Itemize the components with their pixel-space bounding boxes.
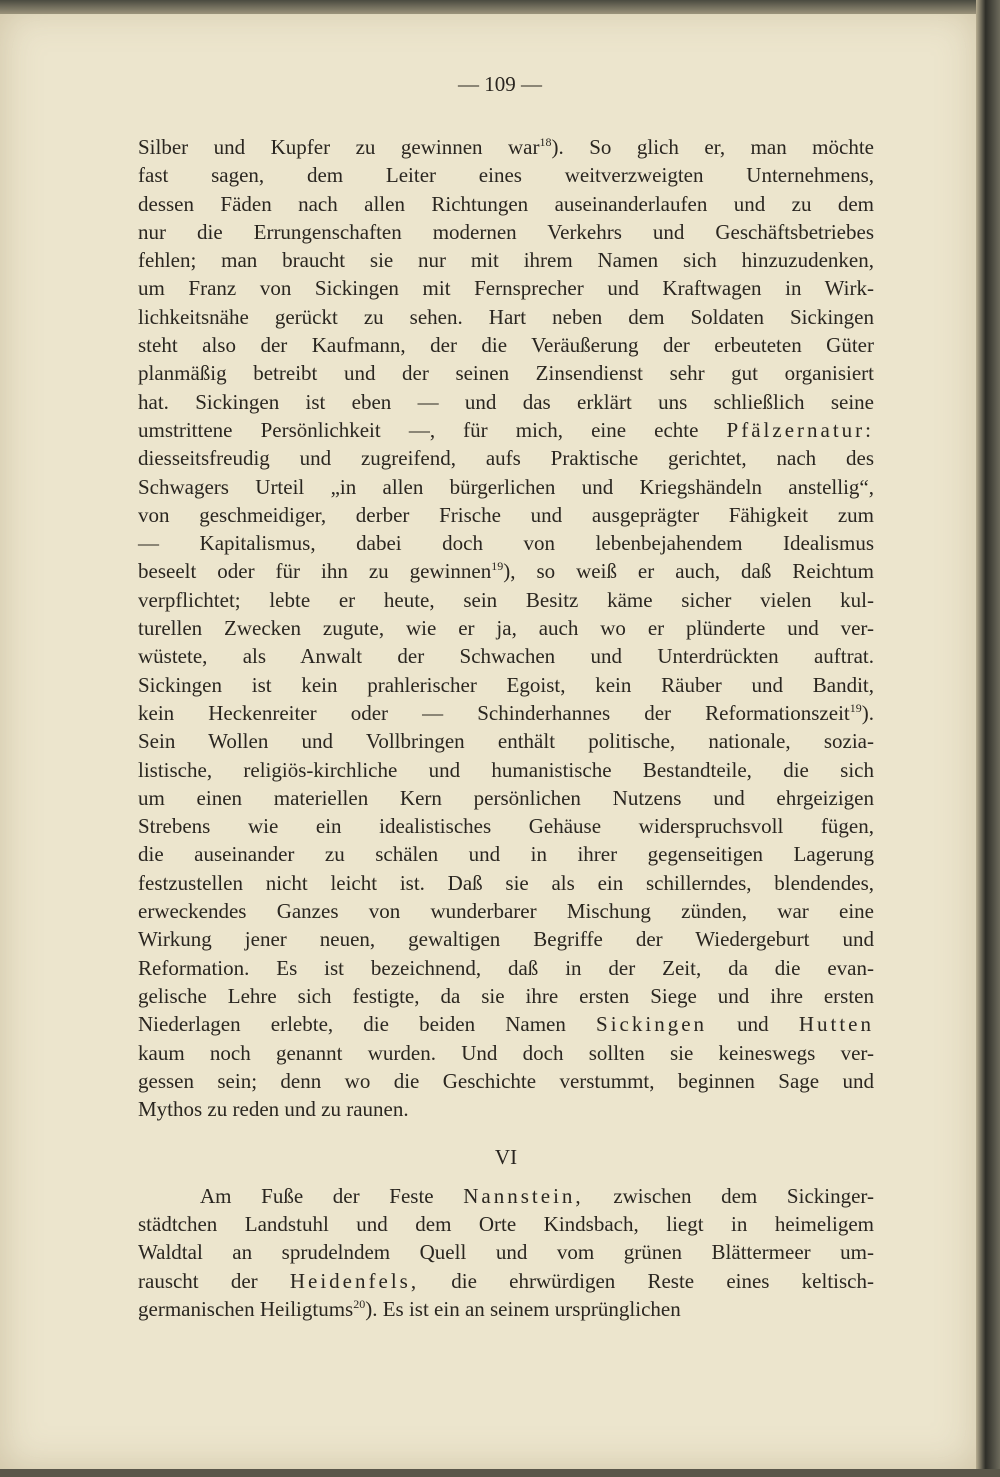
text-line bbox=[138, 727, 874, 755]
text-segment: kein Heckenreiter oder — Schinderhannes der Reformationszeit bbox=[138, 700, 850, 725]
spaced-emphasis: Heidenfels, bbox=[289, 1268, 420, 1293]
text-segment: planmäßig betreibt und der seinen Zinsendienst sehr gut organisiert bbox=[138, 361, 874, 386]
text-segment: turellen Zwecken zugute, wie er ja, auch wo er plünderte und ver- bbox=[138, 616, 874, 641]
text-segment: festzustellen nicht leicht ist. Daß sie als ein schillerndes, blendendes, bbox=[138, 870, 874, 895]
text-line bbox=[138, 812, 874, 840]
text-line bbox=[138, 529, 874, 557]
text-line bbox=[138, 359, 874, 387]
footnote-ref: 18 bbox=[539, 135, 552, 149]
text-segment: Schwagers Urteil „in allen bürgerlichen und Kriegshändeln anstellig“, bbox=[138, 474, 874, 499]
text-segment: die ehrwürdigen Reste eines keltisch- bbox=[419, 1268, 874, 1293]
text-line bbox=[138, 331, 874, 359]
text-line bbox=[138, 699, 874, 727]
text-line bbox=[138, 1238, 874, 1266]
section-heading: VI bbox=[494, 1145, 518, 1170]
text-line bbox=[138, 218, 874, 246]
text-line bbox=[138, 1210, 874, 1238]
text-line bbox=[138, 133, 874, 161]
paragraph-2 bbox=[138, 1182, 874, 1323]
text-segment: diesseitsfreudig und zugreifend, aufs Praktische gerichtet, nach des bbox=[138, 446, 874, 471]
text-line bbox=[138, 1182, 874, 1210]
text-line bbox=[138, 473, 874, 501]
text-line bbox=[138, 614, 874, 642]
text-segment: fast sagen, dem Leiter eines weitverzweigten Unternehmens, bbox=[138, 163, 874, 188]
text-segment: Am Fuße der Feste bbox=[200, 1183, 464, 1208]
text-segment: die auseinander zu schälen und in ihrer gegenseitigen Lagerung bbox=[138, 842, 874, 867]
text-line bbox=[138, 246, 874, 274]
text-line bbox=[138, 1010, 874, 1038]
text-segment: listische, religiös-kirchliche und humanistische Bestandteile, die sich bbox=[138, 757, 874, 782]
text-line bbox=[138, 897, 874, 925]
text-line bbox=[138, 444, 874, 472]
scan-edge-bottom bbox=[0, 1469, 1000, 1477]
text-segment: gelische Lehre sich festigte, da sie ihre ersten Siege und ihre ersten bbox=[138, 983, 874, 1008]
text-segment: rauscht der bbox=[138, 1268, 290, 1293]
text-segment: Silber und Kupfer zu gewinnen war bbox=[138, 135, 540, 159]
text-segment: um einen materiellen Kern persönlichen Nutzens und ehrgeizigen bbox=[138, 785, 874, 810]
footnote-ref: 19 bbox=[849, 700, 862, 715]
text-segment: Sein Wollen und Vollbringen enthält politische, nationale, sozia- bbox=[138, 729, 874, 754]
text-line bbox=[138, 274, 874, 302]
text-line bbox=[138, 840, 874, 868]
text-line bbox=[138, 982, 874, 1010]
text-segment: beseelt oder für ihn zu gewinnen bbox=[138, 559, 492, 584]
text-segment: und bbox=[707, 1012, 799, 1037]
body-text bbox=[138, 133, 874, 1323]
text-line bbox=[138, 954, 874, 982]
text-line bbox=[138, 501, 874, 529]
text-segment: — Kapitalismus, dabei doch von lebenbejahendem Idealismus bbox=[138, 531, 874, 556]
text-segment: germanischen Heiligtums bbox=[138, 1296, 354, 1321]
text-line bbox=[138, 1095, 874, 1123]
text-segment: von geschmeidiger, derber Frische und ausgeprägter Fähigkeit zum bbox=[138, 502, 874, 527]
footnote-ref: 19 bbox=[491, 559, 504, 574]
footnote-ref: 20 bbox=[353, 1296, 366, 1311]
text-segment: Mythos zu reden und zu raunen. bbox=[138, 1097, 409, 1122]
text-line bbox=[138, 190, 874, 218]
text-line bbox=[138, 388, 874, 416]
text-segment: dessen Fäden nach allen Richtungen auseinanderlaufen und zu dem bbox=[138, 191, 874, 216]
text-line bbox=[138, 586, 874, 614]
text-segment: Sickingen ist kein prahlerischer Egoist, kein Räuber und Bandit, bbox=[138, 672, 874, 697]
spaced-emphasis: Hutten bbox=[798, 1012, 874, 1037]
text-segment: ). So glich er, man möchte bbox=[551, 135, 874, 159]
text-line bbox=[138, 642, 874, 670]
text-line bbox=[138, 161, 874, 189]
text-line bbox=[138, 303, 874, 331]
spaced-emphasis: Pfälzernatur: bbox=[726, 417, 874, 442]
text-segment: Niederlagen erlebte, die beiden Namen bbox=[138, 1012, 597, 1037]
text-line bbox=[138, 869, 874, 897]
text-segment: steht also der Kaufmann, der die Veräußerung der erbeuteten Güter bbox=[138, 333, 874, 358]
text-line bbox=[138, 925, 874, 953]
text-line bbox=[138, 756, 874, 784]
text-line bbox=[138, 671, 874, 699]
text-segment: nur die Errungenschaften modernen Verkehrs und Geschäftsbetriebes bbox=[138, 219, 874, 244]
text-segment: ), so weiß er auch, daß Reichtum bbox=[503, 559, 875, 584]
text-line bbox=[138, 1067, 874, 1095]
text-segment: ). bbox=[861, 700, 874, 725]
text-segment: kaum noch genannt wurden. Und doch sollten sie keineswegs ver- bbox=[138, 1040, 874, 1065]
text-segment: zwischen dem Sickinger- bbox=[583, 1183, 874, 1208]
book-binding-edge bbox=[976, 0, 1000, 1477]
text-segment: fehlen; man braucht sie nur mit ihrem Namen sich hinzuzudenken, bbox=[138, 248, 874, 273]
text-segment: umstrittene Persönlichkeit —, für mich, eine echte bbox=[138, 417, 727, 442]
paragraph-1 bbox=[138, 133, 874, 1123]
scan-edge-top bbox=[0, 0, 1000, 14]
text-segment: verpflichtet; lebte er heute, sein Besitz käme sicher vielen kul- bbox=[138, 587, 874, 612]
text-segment: erweckendes Ganzes von wunderbarer Mischung zünden, war eine bbox=[138, 899, 874, 924]
text-segment: hat. Sickingen ist eben — und das erklärt uns schließlich seine bbox=[138, 389, 874, 414]
text-line bbox=[138, 557, 874, 585]
text-segment: gessen sein; denn wo die Geschichte verstummt, beginnen Sage und bbox=[138, 1068, 874, 1093]
page-number: — 109 — bbox=[458, 72, 542, 96]
text-segment: Reformation. Es ist bezeichnend, daß in der Zeit, da die evan- bbox=[138, 955, 874, 980]
text-line bbox=[138, 1295, 874, 1323]
text-segment: städtchen Landstuhl und dem Orte Kindsbach, liegt in heimeligem bbox=[138, 1211, 874, 1236]
text-segment: Strebens wie ein idealistisches Gehäuse widerspruchsvoll fügen, bbox=[138, 814, 874, 839]
text-line bbox=[138, 784, 874, 812]
text-segment: ). Es ist ein an seinem ursprünglichen bbox=[365, 1296, 681, 1321]
text-segment: lichkeitsnähe gerückt zu sehen. Hart neben dem Soldaten Sickingen bbox=[138, 304, 874, 329]
spaced-emphasis: Nannstein, bbox=[463, 1183, 584, 1208]
text-line bbox=[138, 416, 874, 444]
text-segment: wüstete, als Anwalt der Schwachen und Unterdrückten auftrat. bbox=[138, 644, 874, 669]
text-line bbox=[138, 1267, 874, 1295]
text-segment: Wirkung jener neuen, gewaltigen Begriffe der Wiedergeburt und bbox=[138, 927, 874, 952]
text-line bbox=[138, 1039, 874, 1067]
text-segment: um Franz von Sickingen mit Fernsprecher und Kraftwagen in Wirk- bbox=[138, 276, 874, 301]
spaced-emphasis: Sickingen bbox=[596, 1012, 708, 1037]
text-segment: Waldtal an sprudelndem Quell und vom grünen Blättermeer um- bbox=[138, 1240, 874, 1265]
